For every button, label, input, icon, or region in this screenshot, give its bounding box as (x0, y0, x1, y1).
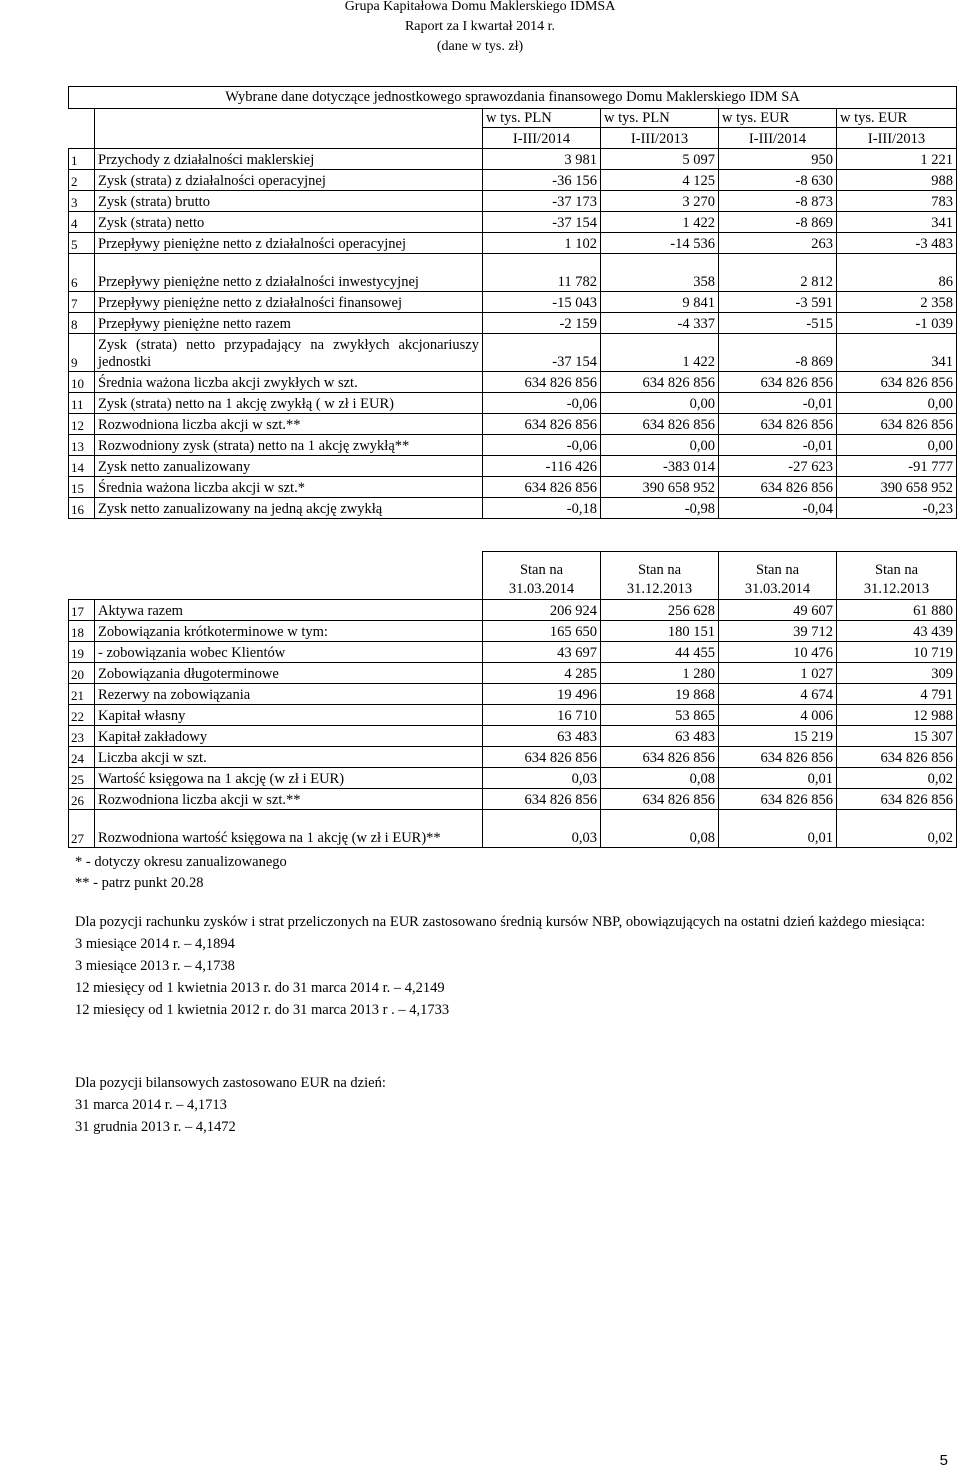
row-value: 3 270 (601, 191, 719, 212)
balance-rate-line: 31 grudnia 2013 r. – 4,1472 (75, 1119, 236, 1135)
row-value: 86 (837, 254, 957, 292)
row-value: 165 650 (483, 621, 601, 642)
row-value: 634 826 856 (483, 477, 601, 498)
row-number: 25 (69, 768, 95, 789)
row-label: Zysk netto zanualizowany na jedną akcję zwykłą (95, 498, 483, 519)
row-value: 4 791 (837, 684, 957, 705)
row-label: Przepływy pieniężne netto z działalności inwestycyjnej (95, 254, 483, 292)
table1-empty-cell (95, 128, 483, 149)
row-value: -2 159 (483, 313, 601, 334)
rate-line: 12 miesięcy od 1 kwietnia 2013 r. do 31 marca 2014 r. – 4,2149 (75, 980, 445, 996)
row-value: -15 043 (483, 292, 601, 313)
row-number: 14 (69, 456, 95, 477)
row-value: 15 219 (719, 726, 837, 747)
row-value: 634 826 856 (601, 372, 719, 393)
table-row (69, 414, 957, 435)
row-number: 23 (69, 726, 95, 747)
row-value: 4 125 (601, 170, 719, 191)
row-value: 4 006 (719, 705, 837, 726)
row-value: 180 151 (601, 621, 719, 642)
row-label: Rozwodniony zysk (strata) netto na 1 akcję zwykłą** (95, 435, 483, 456)
row-value: 634 826 856 (601, 789, 719, 810)
row-value: 19 868 (601, 684, 719, 705)
row-value: -8 869 (719, 212, 837, 233)
row-label: Zysk netto zanualizowany (95, 456, 483, 477)
period-header: I-III/2013 (837, 128, 957, 149)
row-number: 9 (69, 334, 95, 372)
table-row (69, 313, 957, 334)
date-header: Stan na 31.03.2014 (483, 552, 601, 600)
row-value: 309 (837, 663, 957, 684)
row-value: 0,00 (837, 393, 957, 414)
table1-empty-cell (69, 109, 95, 128)
table1-empty-cell (69, 128, 95, 149)
row-value: -116 426 (483, 456, 601, 477)
row-value: 950 (719, 149, 837, 170)
row-number: 10 (69, 372, 95, 393)
row-label: Zysk (strata) brutto (95, 191, 483, 212)
row-value: -8 630 (719, 170, 837, 191)
footnote-see-point: ** - patrz punkt 20.28 (75, 875, 204, 891)
row-label: Przychody z działalności maklerskiej (95, 149, 483, 170)
table-row (69, 498, 957, 519)
row-value: 634 826 856 (719, 789, 837, 810)
row-value: 256 628 (601, 600, 719, 621)
table-row (69, 233, 957, 254)
row-value: 634 826 856 (483, 747, 601, 768)
row-value: 0,02 (837, 810, 957, 848)
row-label: Rozwodniona liczba akcji w szt.** (95, 414, 483, 435)
row-value: 2 812 (719, 254, 837, 292)
row-value: -3 591 (719, 292, 837, 313)
date-header: Stan na 31.03.2014 (719, 552, 837, 600)
row-value: 19 496 (483, 684, 601, 705)
row-value: 0,03 (483, 810, 601, 848)
row-value: 390 658 952 (837, 477, 957, 498)
row-number: 22 (69, 705, 95, 726)
currency-header: w tys. EUR (719, 109, 837, 128)
table2-empty-cell (69, 552, 95, 600)
row-label: Kapitał własny (95, 705, 483, 726)
row-value: 39 712 (719, 621, 837, 642)
row-value: 1 280 (601, 663, 719, 684)
balance-data-table (68, 551, 957, 848)
row-value: 988 (837, 170, 957, 191)
row-value: 61 880 (837, 600, 957, 621)
row-value: 63 483 (483, 726, 601, 747)
row-number: 16 (69, 498, 95, 519)
row-value: -515 (719, 313, 837, 334)
row-label: Liczba akcji w szt. (95, 747, 483, 768)
currency-header: w tys. PLN (483, 109, 601, 128)
row-value: 1 422 (601, 212, 719, 233)
row-value: 0,00 (837, 435, 957, 456)
table-row (69, 621, 957, 642)
row-value: 634 826 856 (483, 414, 601, 435)
row-value: 4 674 (719, 684, 837, 705)
row-value: 634 826 856 (483, 372, 601, 393)
balance-rate-notes (75, 1072, 955, 1138)
table-row (69, 705, 957, 726)
table-row (69, 810, 957, 848)
row-value: 16 710 (483, 705, 601, 726)
row-number: 12 (69, 414, 95, 435)
row-value: -37 154 (483, 212, 601, 233)
table-row (69, 663, 957, 684)
table-row (69, 191, 957, 212)
row-value: 634 826 856 (601, 747, 719, 768)
row-value: 43 697 (483, 642, 601, 663)
row-number: 26 (69, 789, 95, 810)
table-row (69, 372, 957, 393)
row-value: -1 039 (837, 313, 957, 334)
report-header-period: Raport za I kwartał 2014 r. (404, 19, 556, 34)
currency-header: w tys. EUR (837, 109, 957, 128)
row-label: Zysk (strata) netto (95, 212, 483, 233)
row-value: 341 (837, 334, 957, 372)
period-header: I-III/2014 (719, 128, 837, 149)
report-header-units: (dane w tys. zł) (436, 39, 524, 54)
exchange-rate-notes (75, 911, 955, 1021)
row-value: -36 156 (483, 170, 601, 191)
row-value: 1 422 (601, 334, 719, 372)
income-data-table (68, 86, 957, 519)
row-number: 24 (69, 747, 95, 768)
row-value: -0,06 (483, 435, 601, 456)
row-value: 1 221 (837, 149, 957, 170)
rate-line: 12 miesięcy od 1 kwietnia 2012 r. do 31 marca 2013 r . – 4,1733 (75, 1002, 450, 1018)
row-label: Średnia ważona liczba akcji zwykłych w szt. (95, 372, 483, 393)
row-value: -37 173 (483, 191, 601, 212)
table-row (69, 600, 957, 621)
table-row (69, 393, 957, 414)
row-value: 44 455 (601, 642, 719, 663)
table-row (69, 768, 957, 789)
currency-header: w tys. PLN (601, 109, 719, 128)
row-value: 783 (837, 191, 957, 212)
row-label: Przepływy pieniężne netto z działalności operacyjnej (95, 233, 483, 254)
row-value: 634 826 856 (719, 477, 837, 498)
table1-empty-cell (95, 109, 483, 128)
footnote-annualized: * - dotyczy okresu zanualizowanego (75, 854, 287, 870)
row-value: -27 623 (719, 456, 837, 477)
table2-empty-cell (95, 552, 483, 600)
row-value: -4 337 (601, 313, 719, 334)
row-value: 9 841 (601, 292, 719, 313)
row-label: Aktywa razem (95, 600, 483, 621)
row-label: Kapitał zakładowy (95, 726, 483, 747)
row-label: Wartość księgowa na 1 akcję (w zł i EUR) (95, 768, 483, 789)
row-label: Zysk (strata) netto przypadający na zwykłych akcjonariuszy jednostki (95, 334, 483, 372)
row-value: 390 658 952 (601, 477, 719, 498)
row-value: 0,02 (837, 768, 957, 789)
row-value: 634 826 856 (837, 789, 957, 810)
balance-rate-line: 31 marca 2014 r. – 4,1713 (75, 1097, 227, 1113)
row-number: 27 (69, 810, 95, 848)
row-number: 11 (69, 393, 95, 414)
row-value: 634 826 856 (837, 372, 957, 393)
table-row (69, 726, 957, 747)
row-value: 634 826 856 (601, 414, 719, 435)
row-number: 20 (69, 663, 95, 684)
row-number: 17 (69, 600, 95, 621)
row-value: 1 102 (483, 233, 601, 254)
row-label: Rezerwy na zobowiązania (95, 684, 483, 705)
table-row (69, 684, 957, 705)
row-number: 3 (69, 191, 95, 212)
row-number: 2 (69, 170, 95, 191)
row-value: 43 439 (837, 621, 957, 642)
row-value: 0,08 (601, 810, 719, 848)
row-value: -3 483 (837, 233, 957, 254)
row-number: 15 (69, 477, 95, 498)
table-row (69, 149, 957, 170)
row-value: 634 826 856 (483, 789, 601, 810)
row-value: -0,18 (483, 498, 601, 519)
row-value: -91 777 (837, 456, 957, 477)
rate-line: 3 miesiące 2013 r. – 4,1738 (75, 958, 235, 974)
row-value: 634 826 856 (719, 747, 837, 768)
row-value: 11 782 (483, 254, 601, 292)
row-label: Rozwodniona liczba akcji w szt.** (95, 789, 483, 810)
row-value: 49 607 (719, 600, 837, 621)
balance-intro: Dla pozycji bilansowych zastosowano EUR na dzień: (75, 1075, 386, 1091)
row-value: 0,01 (719, 768, 837, 789)
rates-intro: Dla pozycji rachunku zysków i strat przeliczonych na EUR zastosowano średnią kursów NBP, obowiązujących na ostatni dzień każdego miesiąca: (75, 914, 926, 930)
row-value: 53 865 (601, 705, 719, 726)
row-value: 0,01 (719, 810, 837, 848)
row-value: 634 826 856 (719, 372, 837, 393)
row-value: 0,08 (601, 768, 719, 789)
table-row (69, 642, 957, 663)
period-header: I-III/2013 (601, 128, 719, 149)
row-value: -8 869 (719, 334, 837, 372)
row-value: 0,00 (601, 393, 719, 414)
row-number: 5 (69, 233, 95, 254)
row-value: 358 (601, 254, 719, 292)
table-row (69, 789, 957, 810)
row-value: 341 (837, 212, 957, 233)
date-header: Stan na 31.12.2013 (601, 552, 719, 600)
row-value: -0,04 (719, 498, 837, 519)
row-value: -8 873 (719, 191, 837, 212)
page-number: 5 (939, 1452, 948, 1469)
row-label: Przepływy pieniężne netto z działalności finansowej (95, 292, 483, 313)
table-row (69, 747, 957, 768)
row-value: 63 483 (601, 726, 719, 747)
row-label: Zysk (strata) netto na 1 akcję zwykłą ( w zł i EUR) (95, 393, 483, 414)
row-label: Zobowiązania długoterminowe (95, 663, 483, 684)
row-value: 206 924 (483, 600, 601, 621)
table-row (69, 292, 957, 313)
row-value: 10 476 (719, 642, 837, 663)
row-value: -0,01 (719, 393, 837, 414)
date-header: Stan na 31.12.2013 (837, 552, 957, 600)
row-label: - zobowiązania wobec Klientów (95, 642, 483, 663)
row-value: 634 826 856 (719, 414, 837, 435)
row-number: 19 (69, 642, 95, 663)
row-label: Zobowiązania krótkoterminowe w tym: (95, 621, 483, 642)
row-number: 18 (69, 621, 95, 642)
row-value: 263 (719, 233, 837, 254)
row-value: -0,01 (719, 435, 837, 456)
row-value: 4 285 (483, 663, 601, 684)
row-number: 21 (69, 684, 95, 705)
rate-line: 3 miesiące 2014 r. – 4,1894 (75, 936, 235, 952)
table1-title: Wybrane dane dotyczące jednostkowego sprawozdania finansowego Domu Maklerskiego IDM SA (69, 87, 957, 109)
table-row (69, 254, 957, 292)
row-number: 6 (69, 254, 95, 292)
row-value: -37 154 (483, 334, 601, 372)
row-value: 0,00 (601, 435, 719, 456)
table-row (69, 170, 957, 191)
row-label: Średnia ważona liczba akcji w szt.* (95, 477, 483, 498)
row-value: 634 826 856 (837, 747, 957, 768)
table-row (69, 334, 957, 372)
table-row (69, 456, 957, 477)
row-value: 1 027 (719, 663, 837, 684)
row-value: 5 097 (601, 149, 719, 170)
row-value: 12 988 (837, 705, 957, 726)
row-label: Zysk (strata) z działalności operacyjnej (95, 170, 483, 191)
row-value: 3 981 (483, 149, 601, 170)
period-header: I-III/2014 (483, 128, 601, 149)
row-value: 2 358 (837, 292, 957, 313)
row-number: 1 (69, 149, 95, 170)
row-value: 634 826 856 (837, 414, 957, 435)
row-number: 8 (69, 313, 95, 334)
row-label: Rozwodniona wartość księgowa na 1 akcję (w zł i EUR)** (95, 810, 483, 848)
row-label: Przepływy pieniężne netto razem (95, 313, 483, 334)
row-value: -14 536 (601, 233, 719, 254)
row-number: 4 (69, 212, 95, 233)
row-value: -0,06 (483, 393, 601, 414)
row-value: -0,98 (601, 498, 719, 519)
row-value: -0,23 (837, 498, 957, 519)
row-value: 0,03 (483, 768, 601, 789)
row-value: 10 719 (837, 642, 957, 663)
table-row (69, 435, 957, 456)
row-value: -383 014 (601, 456, 719, 477)
row-value: 15 307 (837, 726, 957, 747)
row-number: 7 (69, 292, 95, 313)
table-row (69, 477, 957, 498)
table-row (69, 212, 957, 233)
row-number: 13 (69, 435, 95, 456)
report-header-company: Grupa Kapitałowa Domu Maklerskiego IDMSA (344, 0, 616, 14)
